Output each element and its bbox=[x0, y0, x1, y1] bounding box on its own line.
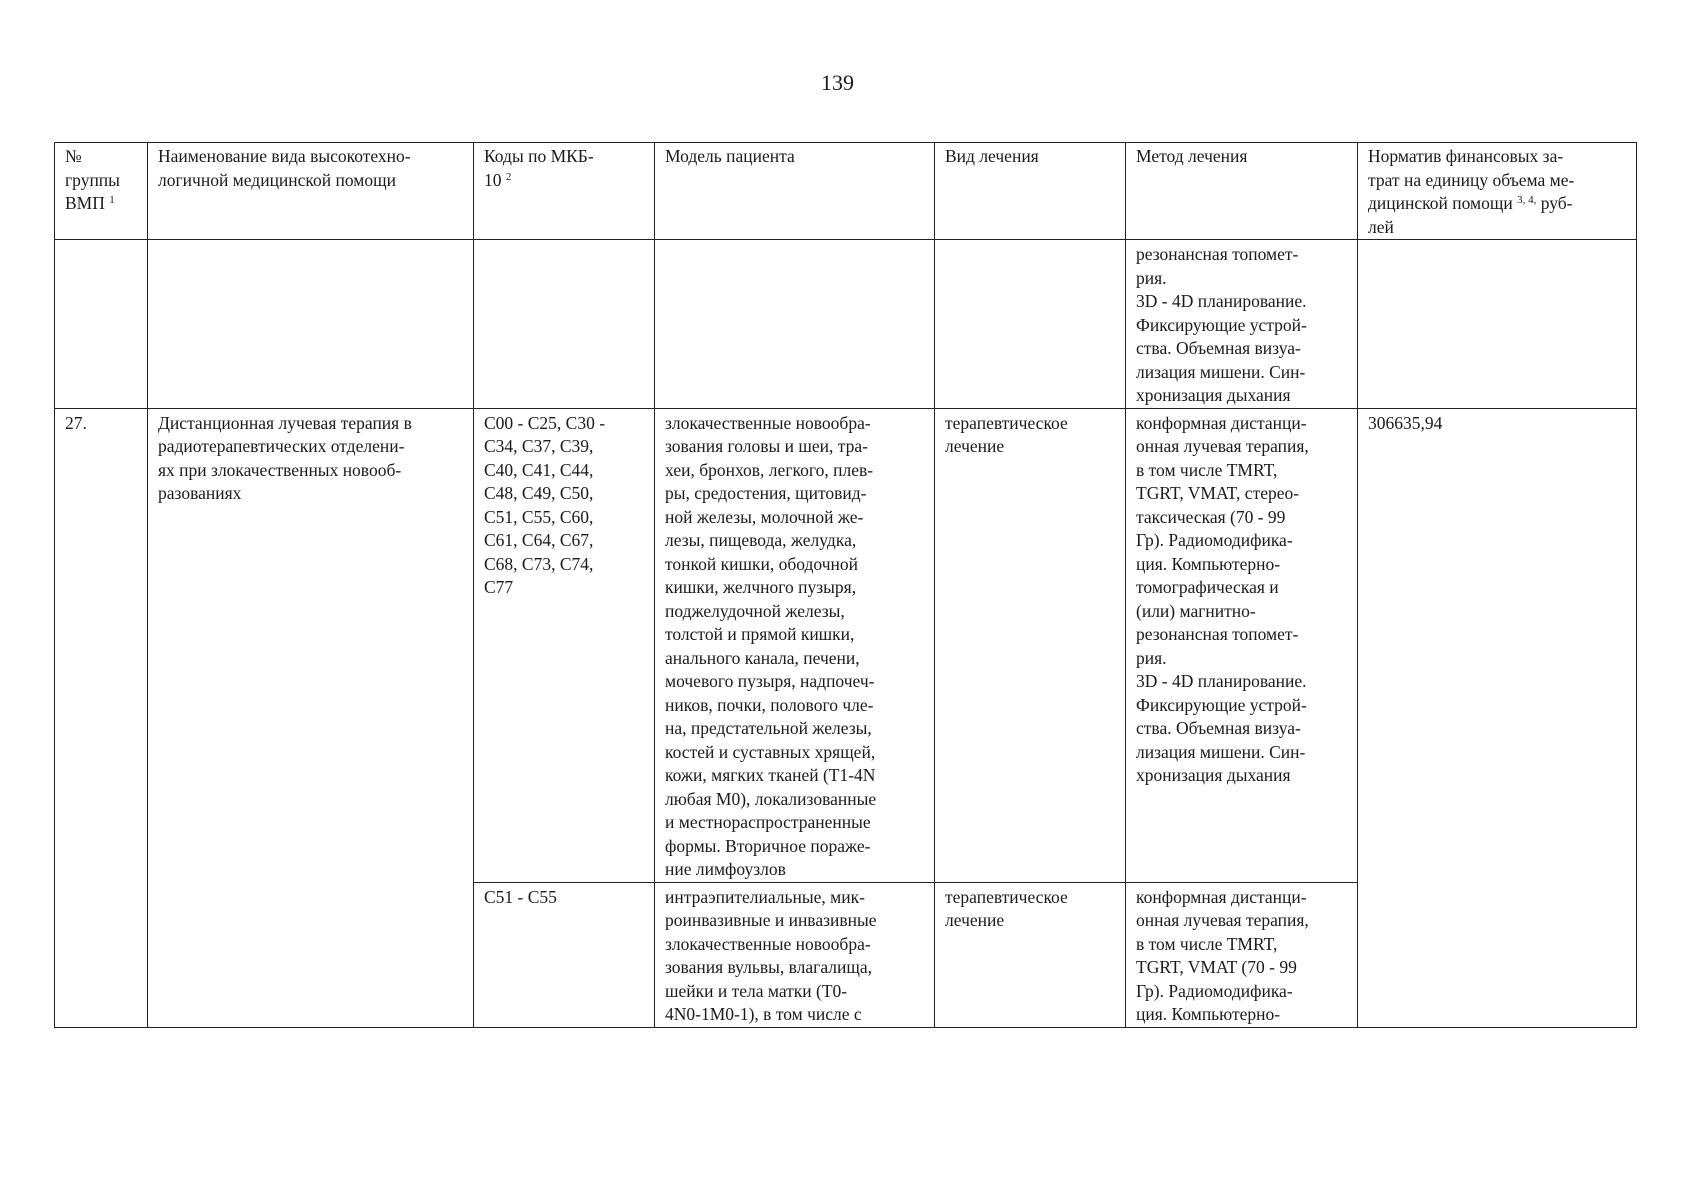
vmp-table bbox=[54, 142, 1637, 1028]
cell-treatment-method: конформная дистанци- онная лучевая терапия, в том числе TMRT, TGRT, VMAT, стерео- таксическая (70 - 99 Гр). Радиомодифика- ция. Компьютерно- томографическая и (или) магнитно- резонансная топомет- рия. 3D - 4D планирование. Фиксирующие устрой- ства. Объемная визуа- лизация мишени. Син- хронизация дыхания bbox=[1126, 408, 1358, 882]
cell-patient-model: злокачественные новообра- зования головы и шеи, тра- хеи, бронхов, легкого, плев- ры, средостения, щитовид- ной железы, молочной же- лезы, пищевода, желудка, тонкой кишки, ободочной кишки, желчного пузыря, поджелудочной железы, толстой и прямой кишки, анального канала, печени, мочевого пузыря, надпочеч- ников, почки, полового чле- на, предстательной железы, костей и суставных хрящей, кожи, мягких тканей (T1-4N любая M0), локализованные и местнораспространенные формы. Вторичное пораже- ние лимфоузлов bbox=[655, 408, 935, 882]
cell-icd-codes: C51 - C55 bbox=[474, 882, 655, 1027]
header-row bbox=[55, 143, 1637, 240]
cell-group-number: 27. bbox=[55, 408, 148, 1027]
cell-method-continued: резонансная топомет- рия. 3D - 4D планирование. Фиксирующие устрой- ства. Объемная визуа- лизация мишени. Син- хронизация дыхания bbox=[1126, 240, 1358, 409]
continuation-row bbox=[55, 240, 1637, 409]
group-27-row bbox=[55, 408, 1637, 882]
header-group-number: № группы ВМП $^1$ bbox=[55, 143, 148, 240]
cell-empty bbox=[55, 240, 148, 409]
cell-patient-model: интраэпителиальные, мик- роинвазивные и инвазивные злокачественные новообра- зования вульвы, влагалища, шейки и тела матки (T0- 4N0-1M0-1), в том числе с bbox=[655, 882, 935, 1027]
cell-treatment-method: конформная дистанци- онная лучевая терапия, в том числе TMRT, TGRT, VMAT (70 - 99 Гр). Радиомодифика- ция. Компьютерно- bbox=[1126, 882, 1358, 1027]
header-treatment-type: Вид лечения bbox=[935, 143, 1126, 240]
cell-treatment-type: терапевтическое лечение bbox=[935, 408, 1126, 882]
page-number: 139 bbox=[821, 70, 854, 95]
header-icd-codes: Коды по МКБ- 10 $^2$ bbox=[474, 143, 655, 240]
cell-empty bbox=[474, 240, 655, 409]
header-patient-model: Модель пациента bbox=[655, 143, 935, 240]
cell-empty bbox=[148, 240, 474, 409]
header-treatment-method: Метод лечения bbox=[1126, 143, 1358, 240]
header-care-type-name: Наименование вида высокотехно- логичной медицинской помощи bbox=[148, 143, 474, 240]
cell-icd-codes: C00 - C25, C30 - C34, C37, C39, C40, C41, C44, C48, C49, C50, C51, C55, C60, C61, C64, C67, C68, C73, C74, C77 bbox=[474, 408, 655, 882]
header-cost-norm: Норматив финансовых за- трат на единицу объема ме- дицинской помощи $^{3, 4,}$ руб- лей bbox=[1358, 143, 1637, 240]
cell-care-type-name: Дистанционная лучевая терапия в радиотерапевтических отделени- ях при злокачественных новооб- разованиях bbox=[148, 408, 474, 1027]
cell-empty bbox=[1358, 240, 1637, 409]
cell-empty bbox=[655, 240, 935, 409]
cell-treatment-type: терапевтическое лечение bbox=[935, 882, 1126, 1027]
cell-empty bbox=[935, 240, 1126, 409]
cell-cost-norm: 306635,94 bbox=[1358, 408, 1637, 1027]
